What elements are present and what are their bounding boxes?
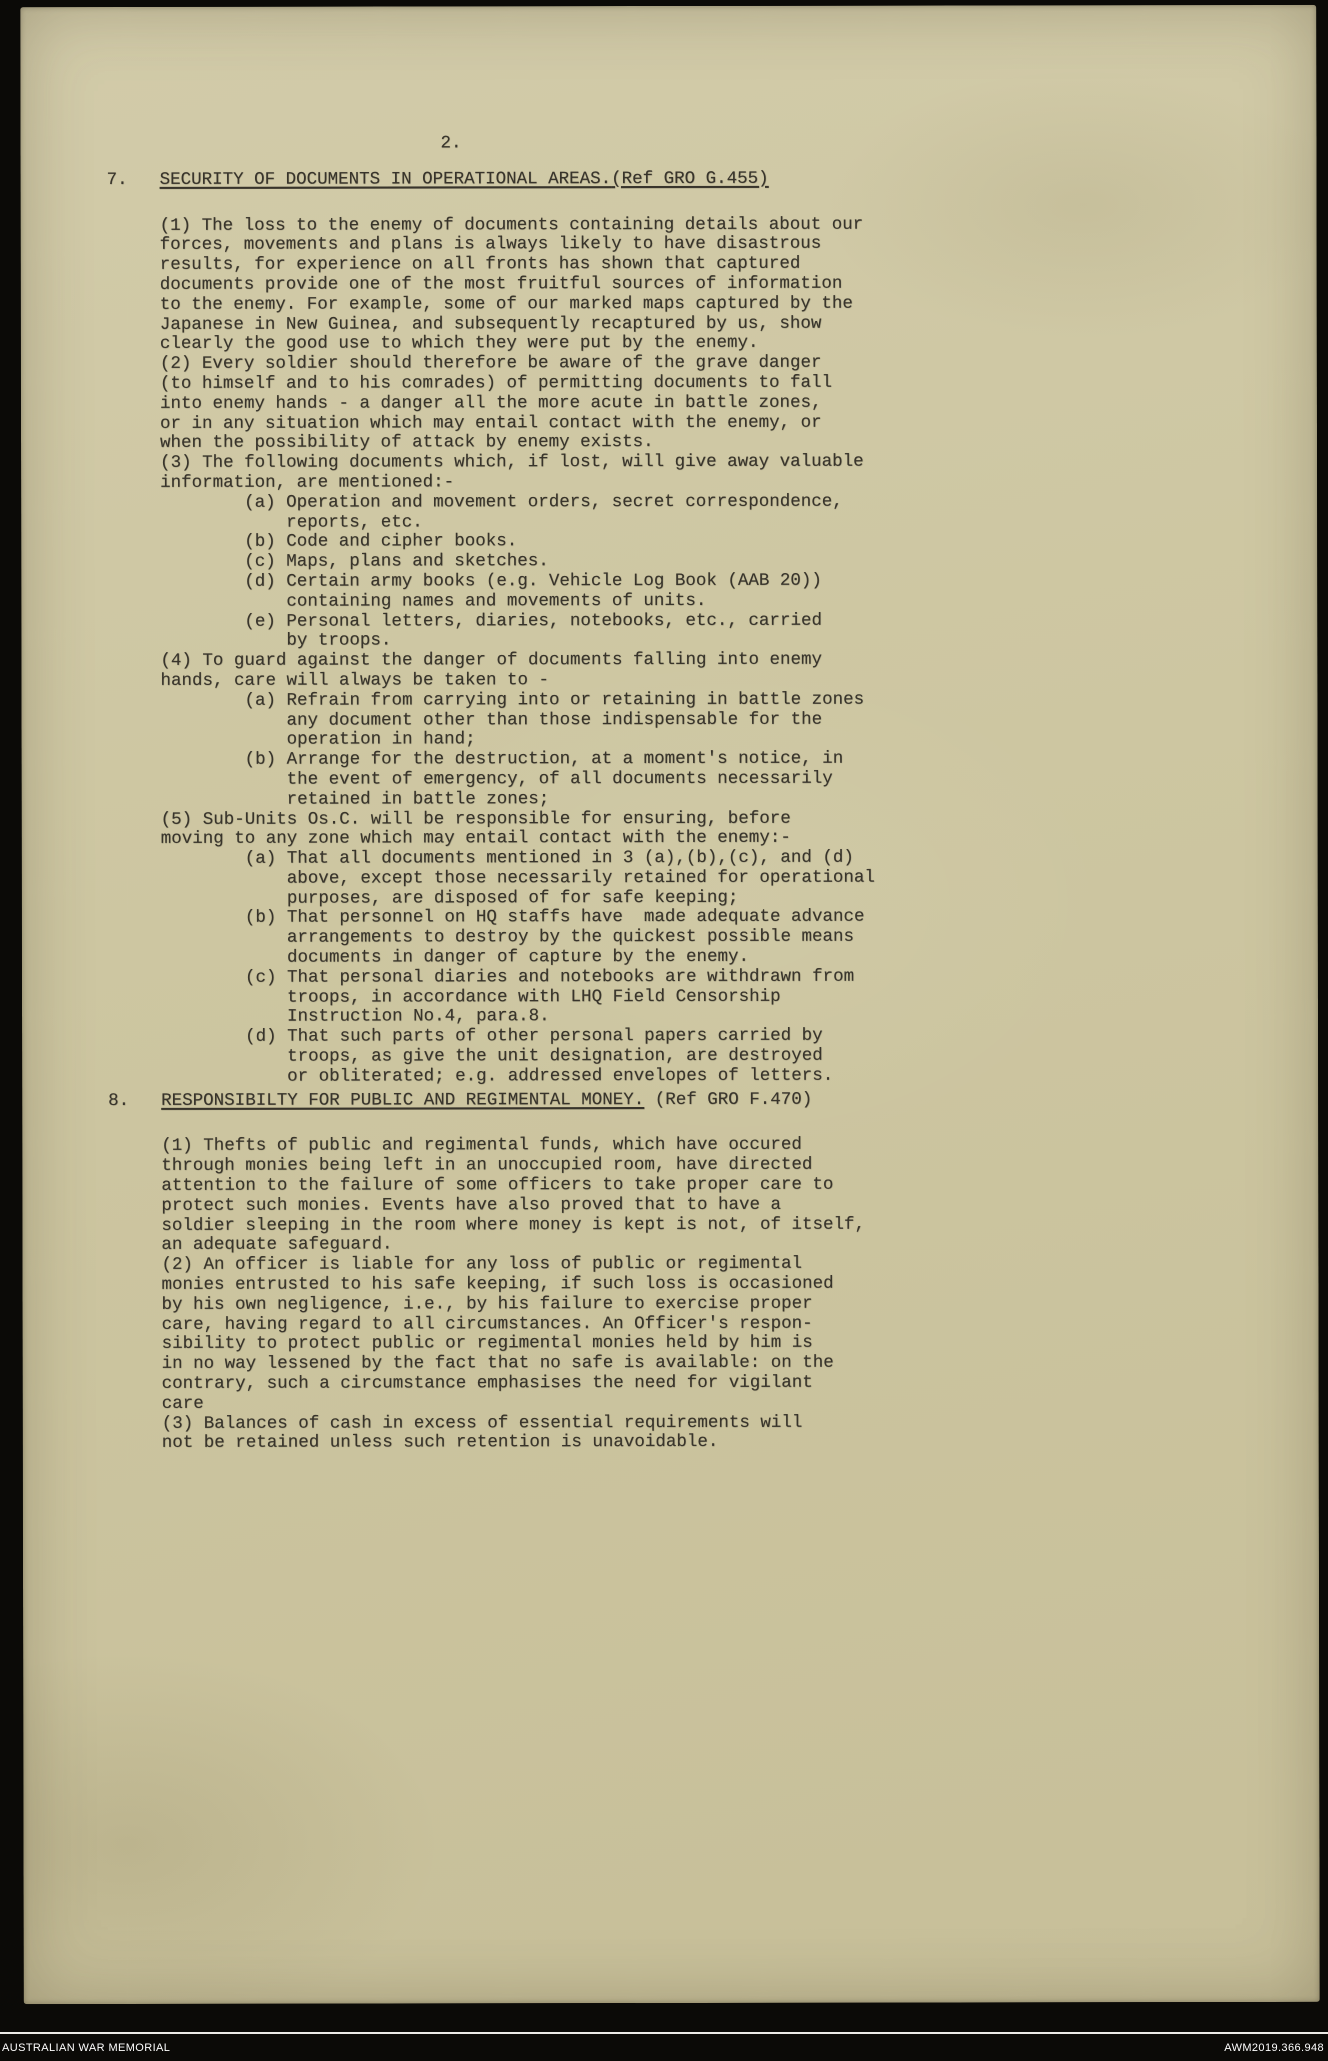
page-number: 2. bbox=[440, 133, 462, 154]
section-number: 8. bbox=[108, 1090, 130, 1111]
document-page bbox=[20, 5, 1319, 2004]
paragraph: (2) Every soldier should therefore be aware of the grave danger (to himself and to his comrades) of permitting documents to fall into enemy hands - a danger all the more acute in battle zones, or in any situation which may entail contact with the enemy, or when the possibility of attack by enemy exists. bbox=[159, 352, 833, 454]
paragraph: (1) Thefts of public and regimental funds, which have occured through monies being left in an unoccupied room, have directed attention to the failure of some officers to take proper care to protect such monies. Events have also proved that to have a soldier sleeping in the room where money is kept is not, of itself, an adequate safeguard. bbox=[161, 1135, 866, 1256]
section bbox=[22, 1090, 1319, 1455]
footer-accession-number: AWM2019.366.948 bbox=[1224, 2042, 1324, 2054]
document-sections bbox=[21, 169, 1319, 1455]
section-number: 7. bbox=[106, 169, 128, 190]
footer-archive-name: AUSTRALIAN WAR MEMORIAL bbox=[2, 2042, 171, 2054]
section-reference: (Ref GRO F.470) bbox=[644, 1089, 813, 1110]
section-reference: (Ref GRO G.455) bbox=[611, 168, 769, 189]
section-heading bbox=[108, 1089, 1278, 1112]
paragraph: (4) To guard against the danger of documents falling into enemy hands, care will always be taken to - (a) Refrain from carrying into or retaining in battle zones any document other than those indispensable for the operation in hand; (b) Arrange for the destruction, at a moment's notice, in the event of emergency, of all documents necessarily retained in battle zones; bbox=[160, 649, 865, 810]
paragraph: (3) Balances of cash in excess of essential requirements will not be retained unless such retention is unavoidable. bbox=[161, 1412, 803, 1454]
paragraph: (3) The following documents which, if lost, will give away valuable information, are mentioned:- (a) Operation and movement orders, secret correspondence, reports, etc. (b) Code and cipher books. (c) Maps, plans and sketches. (d) Certain army books (e.g. Vehicle Log Book (AAB 20)) containing names and movements of units. (e) Personal letters, diaries, notebooks, etc., carried by troops. bbox=[160, 451, 864, 652]
section-title: SECURITY OF DOCUMENTS IN OPERATIONAL AREAS. bbox=[159, 168, 612, 190]
section-heading bbox=[106, 168, 1277, 191]
section bbox=[21, 169, 1319, 1088]
footer-divider bbox=[0, 2032, 1328, 2034]
section-title: RESPONSIBILTY FOR PUBLIC AND REGIMENTAL MONEY. bbox=[161, 1089, 645, 1111]
paragraph: (5) Sub-Units Os.C. will be responsible for ensuring, before moving to any zone which may entail contact with the enemy:- (a) That all documents mentioned in 3 (a),(b),(c), and (d) above, except those necessarily retained for operational purposes, are disposed of for safe keeping; (b) That personnel on HQ staffs have made adequate advance arrangements to destroy by the quickest possible means documents in danger of capture by the enemy. (c) That personal diaries and notebooks are withdrawn from troops, in accordance with LHQ Field Censorship Instruction No.4, para.8. (d) That such parts of other personal papers carried by troops, as give the unit designation, are destroyed or obliterated; e.g. addressed envelopes of letters. bbox=[160, 808, 875, 1087]
paragraph: (1) The loss to the enemy of documents containing details about our forces, movements and plans is always likely to have disastrous results, for experience on all fronts has shown that captured documents provide one of the most fruitful sources of information to the enemy. For example, some of our marked maps captured by the Japanese in New Guinea, and subsequently recaptured by us, show clearly the good use to which they were put by the enemy. bbox=[159, 214, 864, 355]
paragraph: (2) An officer is liable for any loss of public or regimental monies entrusted to his safe keeping, if such loss is occasioned by his own negligence, i.e., by his failure to exercise proper care, having regard to all circumstances. An Officer's respon- sibility to protect public or regimental monies held by him is in no way lessened by the fact that no safe is available: on the contrary, such a circumstance emphasises the need for vigilant care bbox=[161, 1254, 834, 1414]
